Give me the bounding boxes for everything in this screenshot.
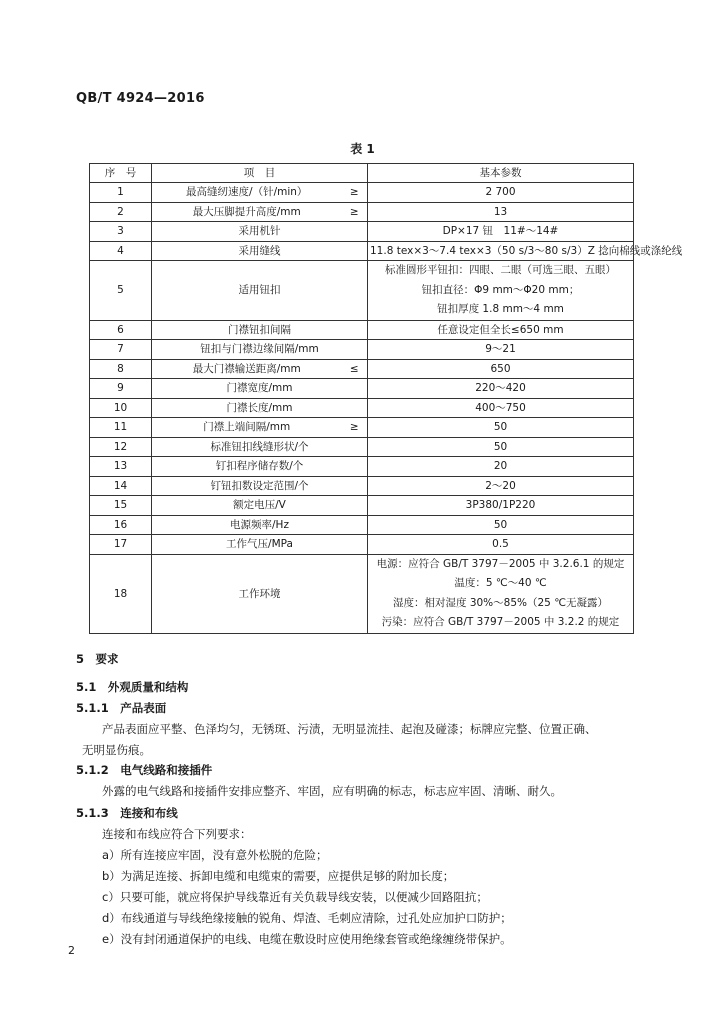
table-row xyxy=(90,496,634,516)
row-number: 16 xyxy=(90,515,152,535)
table-header-row xyxy=(90,164,634,183)
table-row xyxy=(90,222,634,242)
row-item: 门襟钮扣间隔 xyxy=(152,320,368,340)
row-value xyxy=(368,554,634,633)
row-value: 13 xyxy=(368,202,634,222)
table-row xyxy=(90,457,634,477)
table-caption: 表 1 xyxy=(350,142,375,156)
row-value: 50 xyxy=(368,437,634,457)
table-row xyxy=(90,535,634,555)
row-item: 门襟上端间隔/mm xyxy=(152,418,342,438)
standard-number: QB/T 4924—2016 xyxy=(76,91,205,106)
paragraph: 产品表面应平整、色泽均匀，无锈斑、污渍，无明显流挂、起泡及碰漆；标牌应完整、位置正确、 xyxy=(102,722,597,736)
row-number: 5 xyxy=(90,261,152,321)
row-number: 8 xyxy=(90,359,152,379)
table-row xyxy=(90,418,634,438)
table-row xyxy=(90,554,634,633)
row-value: 2～20 xyxy=(368,476,634,496)
row-item: 电源频率/Hz xyxy=(152,515,368,535)
paragraph: 连接和布线应符合下列要求： xyxy=(102,827,252,841)
table-row xyxy=(90,261,634,321)
row-comparator: ≥ xyxy=(342,202,368,222)
row-comparator: ≥ xyxy=(342,418,368,438)
row-number: 14 xyxy=(90,476,152,496)
page-number: 2 xyxy=(68,944,75,957)
table-row xyxy=(90,241,634,261)
row-item: 钉扣程序储存数/个 xyxy=(152,457,368,477)
row-number: 3 xyxy=(90,222,152,242)
table-row xyxy=(90,340,634,360)
section-5-1-1 xyxy=(76,700,166,716)
paragraph: 外露的电气线路和接插件安排应整齐、牢固，应有明确的标志，标志应牢固、清晰、耐久。 xyxy=(102,784,562,798)
list-item: d）布线通道与导线绝缘接触的锐角、焊渣、毛刺应清除，过孔处应加护口防护； xyxy=(102,911,512,925)
row-number: 2 xyxy=(90,202,152,222)
section-number: 5.1.2 xyxy=(76,763,109,777)
row-number: 1 xyxy=(90,183,152,203)
section-title: 产品表面 xyxy=(120,701,167,715)
value-line: 钮扣厚度 1.8 mm～4 mm xyxy=(437,303,564,315)
row-item: 采用机针 xyxy=(152,222,368,242)
row-number: 12 xyxy=(90,437,152,457)
section-5-1 xyxy=(76,679,188,695)
header-value: 基本参数 xyxy=(368,164,634,183)
row-item: 最大压脚提升高度/mm xyxy=(152,202,342,222)
row-item: 门襟宽度/mm xyxy=(152,379,368,399)
paragraph: 无明显伤痕。 xyxy=(82,743,151,757)
row-item: 门襟长度/mm xyxy=(152,398,368,418)
list-item: b）为满足连接、拆卸电缆和电缆束的需要，应提供足够的附加长度； xyxy=(102,869,455,883)
list-item: a）所有连接应牢固，没有意外松脱的危险； xyxy=(102,848,328,862)
section-5 xyxy=(76,651,119,667)
row-item: 最高缝纫速度/（针/min） xyxy=(152,183,342,203)
value-line: 温度：5 ℃～40 ℃ xyxy=(454,577,547,589)
row-number: 6 xyxy=(90,320,152,340)
row-value: 3P380/1P220 xyxy=(368,496,634,516)
row-number: 11 xyxy=(90,418,152,438)
table-row xyxy=(90,183,634,203)
section-5-1-2 xyxy=(76,762,212,778)
section-title: 连接和布线 xyxy=(120,806,178,820)
value-line: 污染：应符合 GB/T 3797－2005 中 3.2.2 的规定 xyxy=(381,616,620,628)
section-title: 外观质量和结构 xyxy=(107,680,189,694)
value-line: 钮扣直径：Φ9 mm～Φ20 mm； xyxy=(421,283,580,296)
section-number: 5.1.1 xyxy=(76,701,109,715)
row-number: 15 xyxy=(90,496,152,516)
row-item: 额定电压/V xyxy=(152,496,368,516)
row-value: 650 xyxy=(368,359,634,379)
table-row xyxy=(90,515,634,535)
row-item: 标准钮扣线缝形状/个 xyxy=(152,437,368,457)
row-number: 4 xyxy=(90,241,152,261)
table-row xyxy=(90,379,634,399)
row-value: 220～420 xyxy=(368,379,634,399)
spec-table xyxy=(89,163,683,634)
section-5-1-3 xyxy=(76,805,178,821)
row-comparator: ≤ xyxy=(342,359,368,379)
row-value: 11.8 tex×3～7.4 tex×3（50 s/3～80 s/3）Z 捻向棉线或涤纶线 xyxy=(368,241,634,261)
row-number: 13 xyxy=(90,457,152,477)
header-item: 项 目 xyxy=(152,164,368,183)
row-item: 钮扣与门襟边缘间隔/mm xyxy=(152,340,368,360)
row-number: 18 xyxy=(90,554,152,633)
row-item: 钉钮扣数设定范围/个 xyxy=(152,476,368,496)
row-item: 采用缝线 xyxy=(152,241,368,261)
row-value: 0.5 xyxy=(368,535,634,555)
section-title: 要求 xyxy=(95,652,119,666)
row-number: 10 xyxy=(90,398,152,418)
row-number: 9 xyxy=(90,379,152,399)
value-line: 电源：应符合 GB/T 3797－2005 中 3.2.6.1 的规定 xyxy=(376,557,625,570)
row-value: 400～750 xyxy=(368,398,634,418)
section-number: 5.1 xyxy=(76,680,97,694)
section-number: 5 xyxy=(76,652,85,666)
row-value: 50 xyxy=(368,515,634,535)
table-row xyxy=(90,476,634,496)
header-no: 序 号 xyxy=(90,164,152,183)
list-item: c）只要可能，就应将保护导线靠近有关负载导线安装，以便减少回路阻抗； xyxy=(102,890,488,904)
row-value: DP×17 钮 11#～14# xyxy=(368,222,634,242)
table-row xyxy=(90,359,634,379)
table-row xyxy=(90,320,634,340)
row-value: 9～21 xyxy=(368,340,634,360)
section-title: 电气线路和接插件 xyxy=(120,763,213,777)
row-value: 50 xyxy=(368,418,634,438)
row-value: 20 xyxy=(368,457,634,477)
row-item: 最大门襟输送距离/mm xyxy=(152,359,342,379)
row-number: 17 xyxy=(90,535,152,555)
value-line: 湿度：相对湿度 30%～85%（25 ℃无凝露） xyxy=(392,596,608,609)
row-item: 工作气压/MPa xyxy=(152,535,368,555)
row-value: 2 700 xyxy=(368,183,634,203)
section-number: 5.1.3 xyxy=(76,806,109,820)
list-item: e）没有封闭通道保护的电线、电缆在敷设时应使用绝缘套管或绝缘缠绕带保护。 xyxy=(102,932,512,946)
row-item: 工作环境 xyxy=(152,554,368,633)
value-line: 标准圆形平钮扣：四眼、二眼（可选三眼、五眼） xyxy=(385,264,616,276)
table-row xyxy=(90,437,634,457)
row-value xyxy=(368,261,634,321)
table-row xyxy=(90,202,634,222)
row-value: 任意设定但全长≤650 mm xyxy=(368,320,634,340)
row-comparator: ≥ xyxy=(342,183,368,203)
row-number: 7 xyxy=(90,340,152,360)
row-item: 适用钮扣 xyxy=(152,261,368,321)
table-row xyxy=(90,398,634,418)
